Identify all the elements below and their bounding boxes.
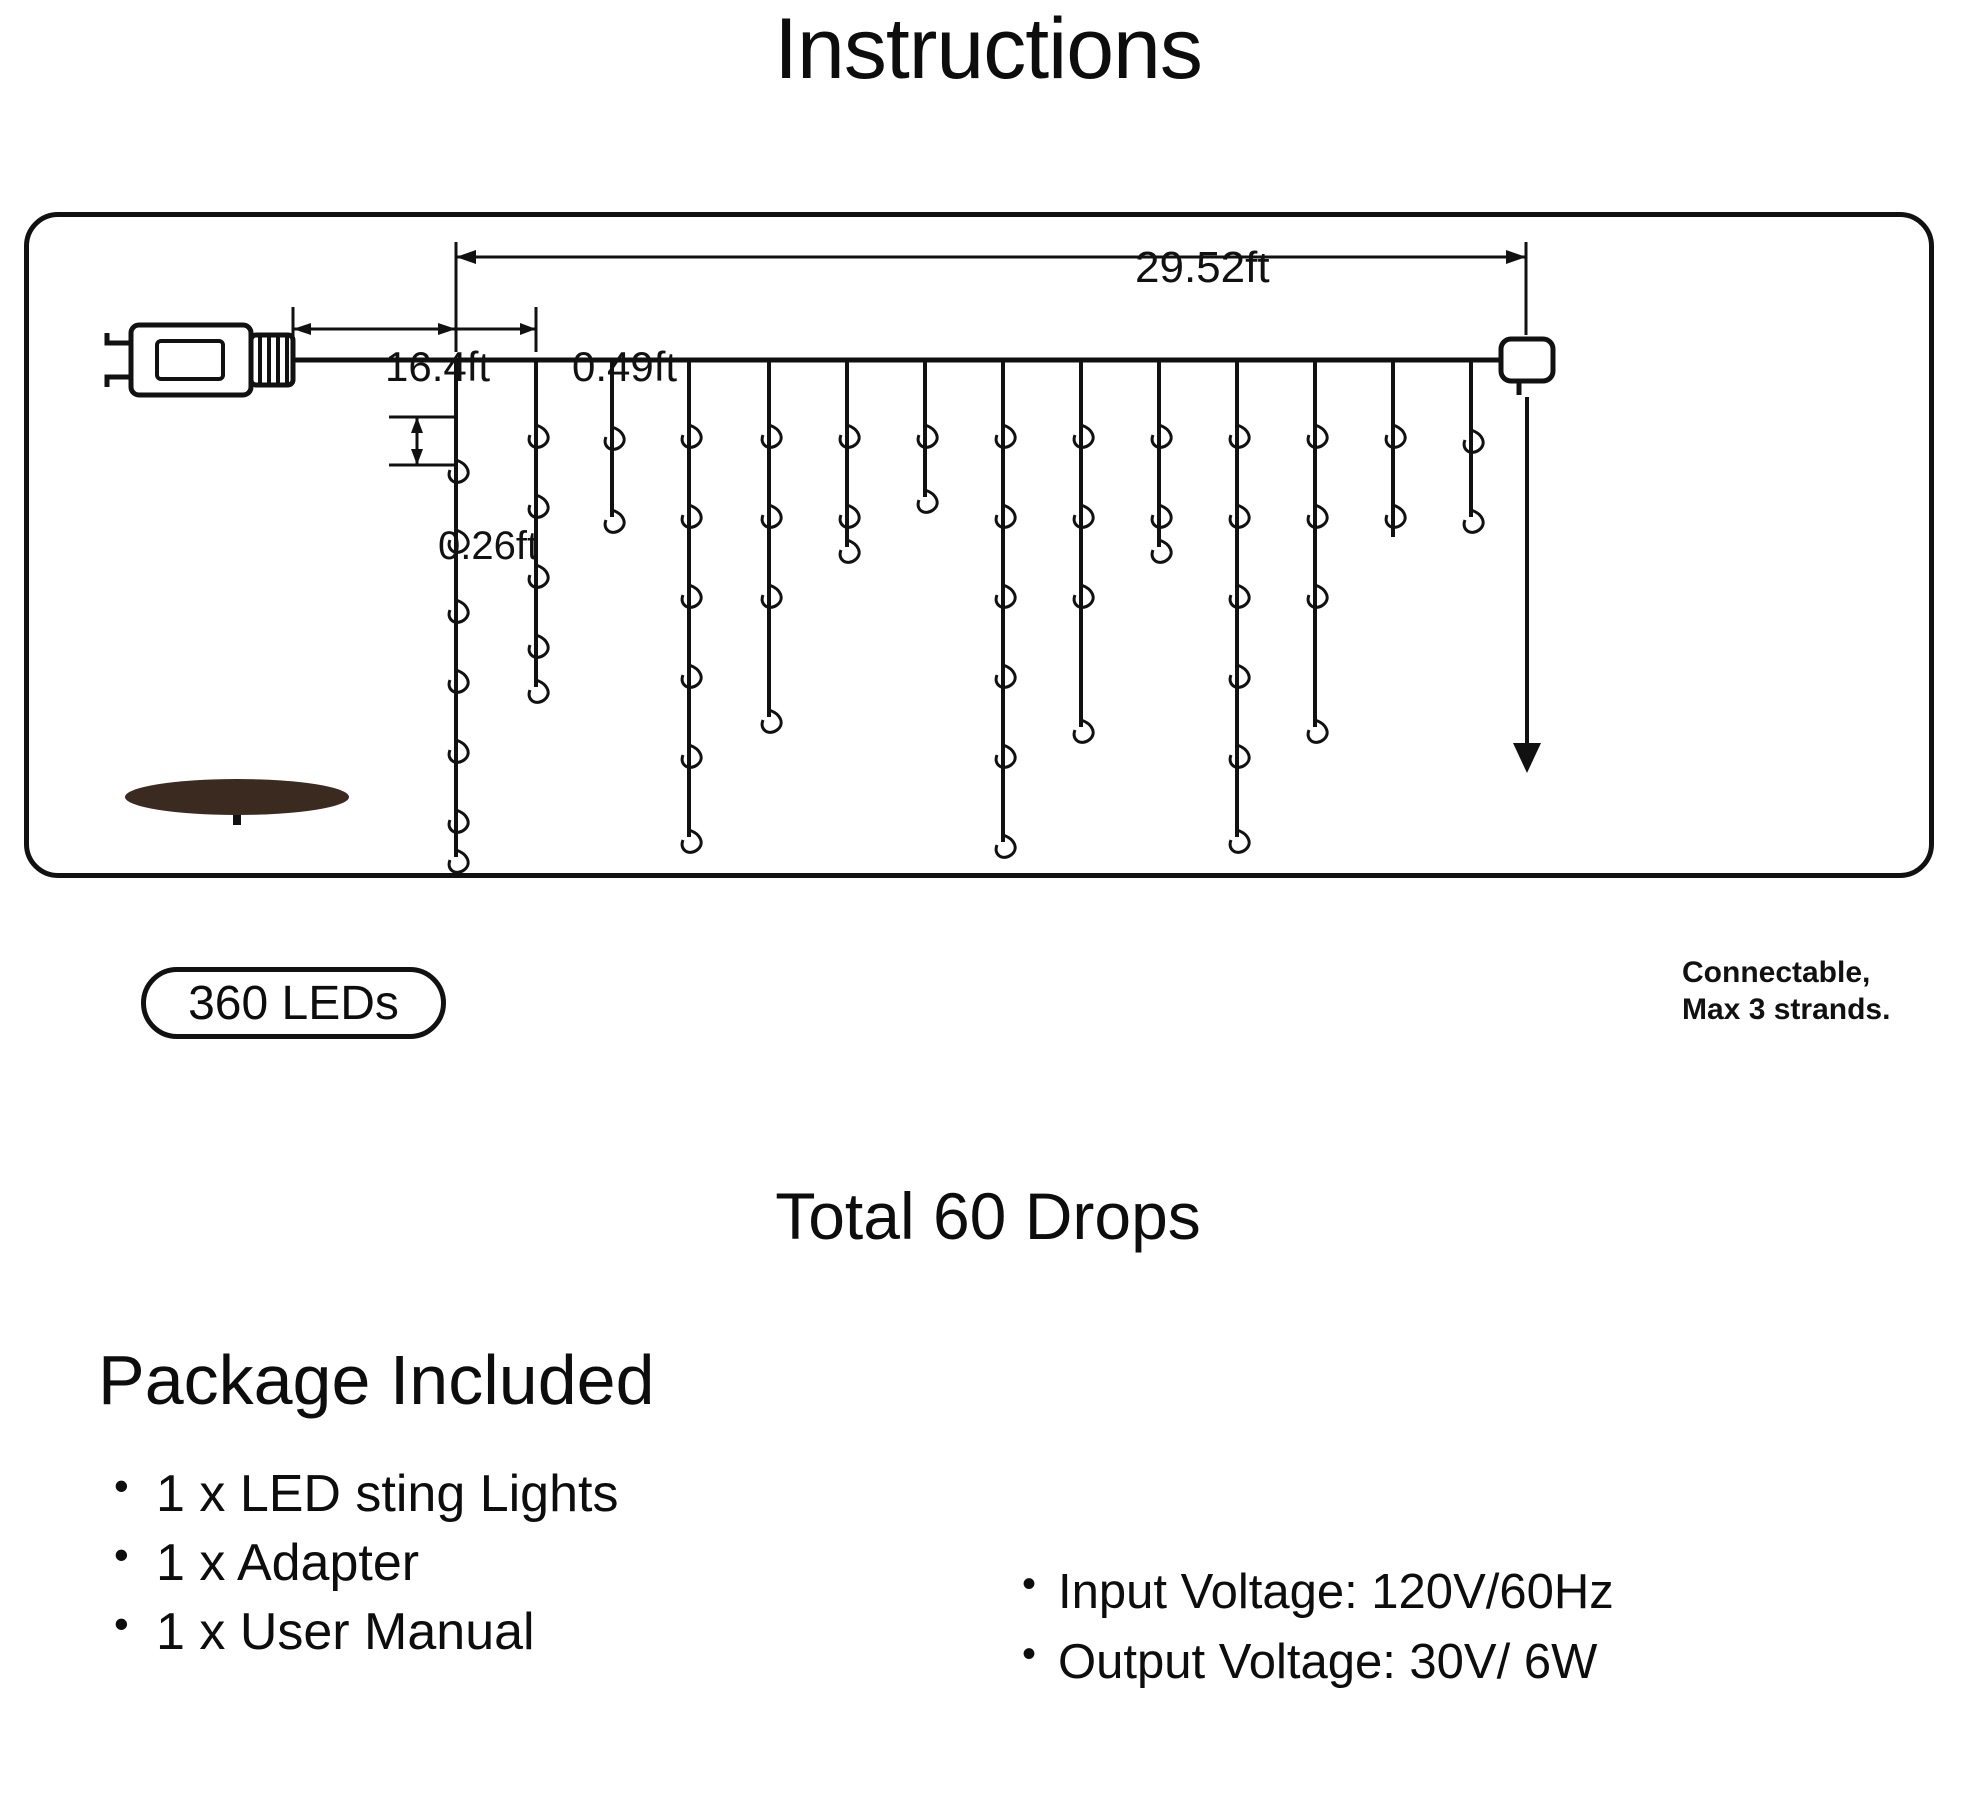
total-drops-label: Total 60 Drops [775, 1179, 1201, 1253]
list-item: • Output Voltage: 30V/ 6W [1058, 1628, 1614, 1698]
drop-strand [1152, 360, 1171, 562]
drop-strand [449, 360, 468, 872]
dimension-label-total: 29.52ft [1135, 243, 1270, 292]
drop-strand [1074, 360, 1093, 742]
page-title: Instructions [774, 1, 1202, 97]
badge-stand [125, 779, 349, 825]
dimension-label-spacing: 0.49ft [572, 343, 678, 390]
drop-strand [1464, 360, 1483, 532]
connectable-note: Connectable, Max 3 strands. [1682, 956, 1891, 1026]
list-item: • 1 x LED sting Lights [156, 1460, 618, 1529]
dimension-label-first-led: 0.26ft [438, 524, 539, 568]
drop-strand [682, 360, 701, 852]
dimension-first-led [389, 417, 456, 465]
drop-strand [762, 360, 781, 732]
led-count-badge [141, 967, 446, 1039]
dimension-total [456, 242, 1526, 352]
drop-strand [840, 360, 859, 562]
female-connector-icon [1484, 339, 1553, 395]
list-item: • Input Voltage: 120V/60Hz [1058, 1558, 1614, 1628]
package-list [98, 1460, 618, 1667]
drop-strand [1230, 360, 1249, 852]
arrow-down-icon [1513, 397, 1541, 773]
list-item: • 1 x Adapter [156, 1529, 618, 1598]
icicle-lights-diagram [29, 217, 1929, 873]
male-connector-icon [251, 335, 293, 385]
drop-strand [1308, 360, 1327, 742]
drop-strand [996, 360, 1015, 857]
package-heading: Package Included [98, 1341, 655, 1419]
led-count-label: 360 LEDs [188, 976, 399, 1030]
specs-list [1010, 1558, 1614, 1697]
drop-strand [918, 360, 937, 512]
power-plug-icon [107, 325, 251, 395]
dimension-label-lead: 16.4ft [385, 343, 491, 390]
list-item: • 1 x User Manual [156, 1598, 618, 1667]
drop-strand [1386, 360, 1405, 537]
